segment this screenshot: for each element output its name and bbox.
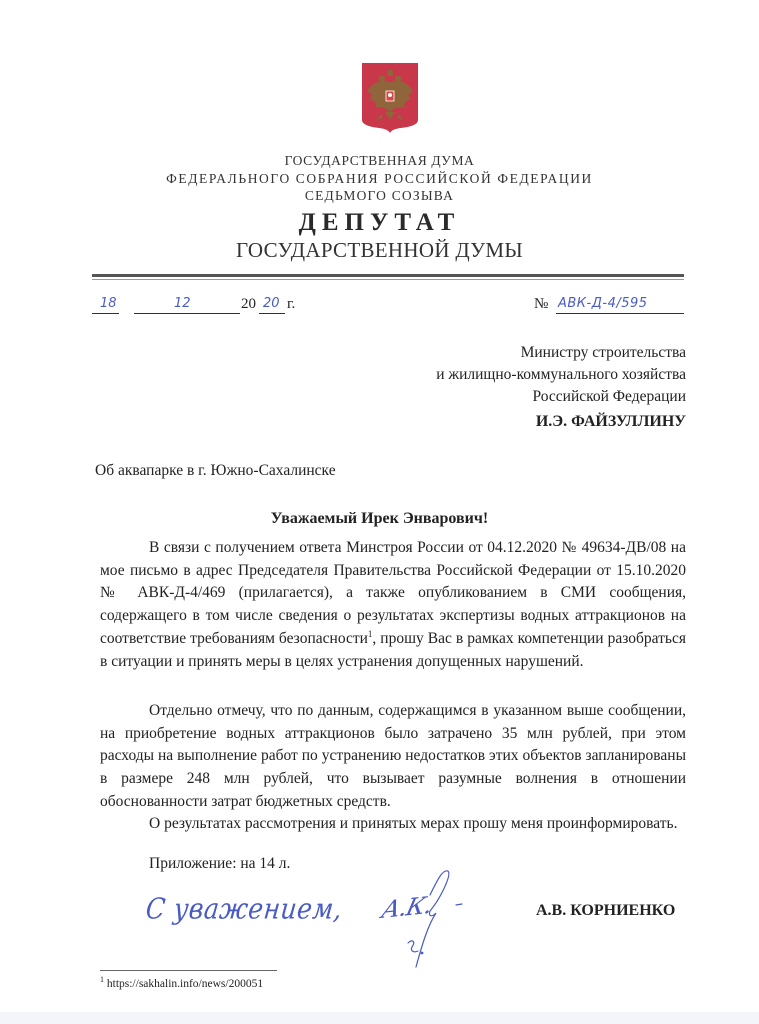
body-paragraph-1 — [100, 537, 686, 673]
date-year-label: г. — [287, 296, 296, 312]
date-year-suffix: 20 — [263, 296, 280, 311]
date-year-field — [259, 295, 285, 314]
footnote-separator — [100, 970, 277, 971]
date-day: 18 — [100, 296, 117, 311]
body-paragraph-2 — [100, 700, 686, 814]
signature-flourish — [372, 865, 472, 975]
salutation: Уважаемый Ирек Энварович! — [270, 510, 489, 527]
reference-number-label: № — [534, 296, 549, 312]
signature-initials: А.К. — [378, 891, 435, 924]
reference-number-field — [556, 295, 684, 314]
addressee-name: И.Э. ФАЙЗУЛЛИНУ — [535, 413, 686, 430]
date-month: 12 — [174, 296, 191, 311]
date-year-prefix: 20 — [241, 296, 256, 312]
letterhead-subtitle: ГОСУДАРСТВЕННОЙ ДУМЫ — [236, 238, 523, 262]
paragraph-1-text: В связи с получением ответа Минстроя России от 04.12.2020 № 49634-ДВ/08 на мое письмо в адрес Председателя Правительства Российской Федерации от 15.10.2020 № АВК-Д-4/469 (прилагается), а также опубликованием в СМИ сообщения, содержащего в том числе сведения о результатах экспертизы водных аттракционов на соответствие требованиям безопасности — [100, 539, 686, 647]
signer-name: А.В. КОРНИЕНКО — [536, 902, 676, 919]
letterhead-title: ДЕПУТАТ — [298, 209, 461, 236]
letterhead-line-3: СЕДЬМОГО СОЗЫВА — [304, 188, 455, 203]
addressee-line-3: Российской Федерации — [532, 388, 686, 405]
letter-subject: Об аквапарке в г. Южно-Сахалинске — [95, 462, 336, 479]
letterhead-line-1: ГОСУДАРСТВЕННАЯ ДУМА — [284, 153, 475, 168]
paragraph-3-text: О результатах рассмотрения и принятых мерах прошу меня проинформировать. — [149, 815, 678, 832]
footnote-reference: 1 — [367, 628, 373, 639]
paragraph-2-text: Отдельно отмечу, что по данным, содержащимся в указанном выше сообщении, на приобретение водных аттракционов было затрачено 35 млн рублей, при этом расходы на выполнение работ по устранению недостатков этих объектов запланированы в размере 248 млн рублей, что вызывает разумные волнения в отношении обоснованности затрат бюджетных средств. — [100, 702, 686, 810]
attachment-text: Приложение: на 14 л. — [149, 855, 291, 872]
page-bottom-edge — [0, 1012, 759, 1024]
handwritten-closing: С уважением, — [144, 891, 345, 926]
letterhead-rule — [92, 274, 684, 277]
addressee-block — [436, 342, 686, 433]
addressee-line-2: и жилищно-коммунального хозяйства — [436, 366, 686, 383]
reference-number: АВК-Д-4/595 — [558, 296, 648, 311]
date-day-field — [92, 295, 119, 314]
date-number-row — [0, 295, 759, 317]
coat-of-arms-emblem — [361, 62, 419, 134]
addressee-line-1: Министру строительства — [520, 344, 686, 361]
letterhead-line-2: ФЕДЕРАЛЬНОГО СОБРАНИЯ РОССИЙСКОЙ ФЕДЕРАЦИИ — [166, 171, 593, 186]
footnote — [100, 975, 264, 990]
footnote-marker: 1 — [100, 975, 104, 985]
letterhead-rule-thin — [92, 279, 684, 280]
body-paragraph-3 — [100, 813, 686, 836]
date-month-field — [134, 295, 240, 314]
paragraph-1-text-end: , прошу Вас в рамках компетенции разобраться в ситуации и принять меры в целях устранения допущенных нарушений. — [100, 629, 686, 670]
footnote-link[interactable]: https://sakhalin.info/news/200051 — [106, 978, 264, 990]
